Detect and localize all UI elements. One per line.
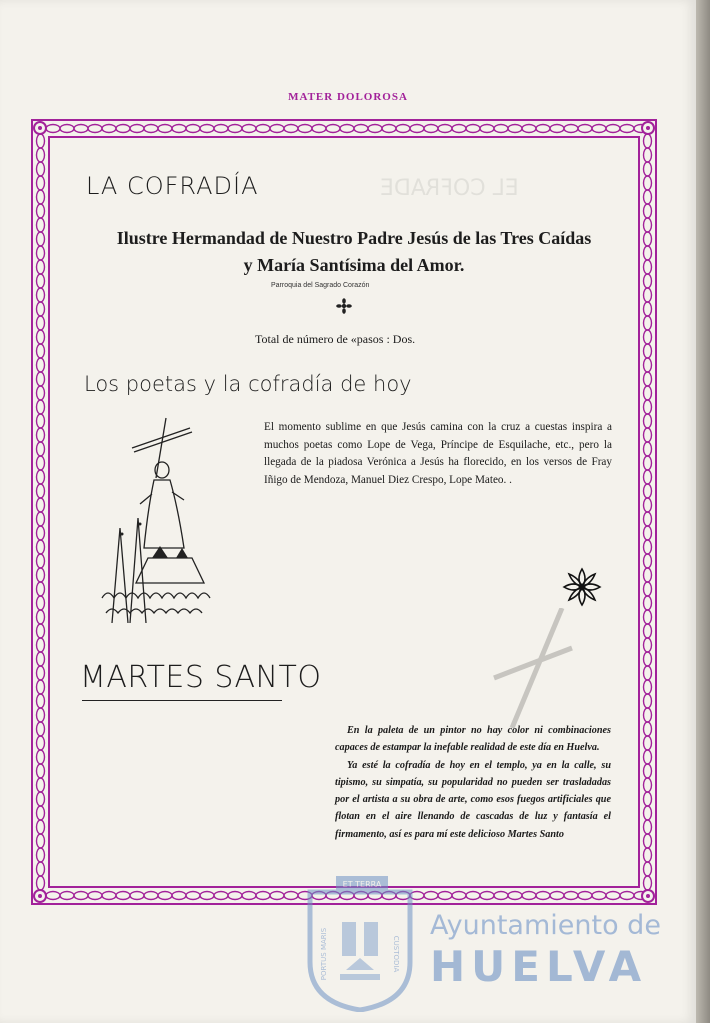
brotherhood-name-line1: Ilustre Hermandad de Nuestro Padre Jesús de las Tres Caídas (116, 228, 592, 248)
section-heading-martes-santo: MARTES SANTO (80, 660, 322, 695)
brotherhood-name (76, 225, 632, 279)
procession-illustration (92, 408, 222, 629)
flower-ornament-icon (560, 565, 604, 614)
parish-caption: Parroquia del Sagrado Corazón (271, 282, 370, 289)
quote-paragraph-2: Ya esté la cofradía de hoy en el templo, ya en la calle, su tipismo, su simpatía, su popularidad no pueden ser trasladadas por el artista a su obra de arte, como esos fuegos artificiales que flotan en el aire llenando de cascadas de luz y fantasía el firmamento, así es para mí este delicioso Martes Santo (335, 759, 611, 840)
running-head: MATER DOLOROSA (288, 91, 408, 103)
poetas-paragraph: El momento sublime en que Jesús camina con la cruz a cuestas inspira a muchos poetas como Lope de Vega, Príncipe de Esquilache, etc., pero la llegada de la piadosa Verónica a Jesús ha florecido, en los versos de Fray Iñigo de Mendoza, Manuel Diez Crespo, Lope Mateo. . (264, 421, 612, 486)
seal-right-motto: CUSTODIA (392, 935, 400, 973)
seal-banner: ET TERRA (342, 880, 382, 889)
watermark-line2: HUELVA (430, 942, 648, 991)
martes-santo-quote (335, 722, 611, 843)
heading-underline (82, 700, 282, 701)
asterism-ornament-icon (336, 298, 352, 319)
seal-left-motto: PORTUS MARIS (320, 927, 328, 981)
watermark-line1: Ayuntamiento de (430, 910, 661, 941)
section-heading-poetas: Los poetas y la cofradía de hoy (84, 372, 412, 396)
brotherhood-name-line2: y María Santísima del Amor. (243, 255, 465, 275)
quote-paragraph-1: En la paleta de un pintor no hay color ni combinaciones capaces de estampar la inefable realidad de este día en Huelva. (335, 725, 611, 754)
bleed-through-crucifix (492, 608, 602, 733)
section-heading-cofradia: LA COFRADÍA (86, 172, 259, 200)
total-pasos: Total de número de «pasos : Dos. (255, 332, 416, 346)
bleed-through-heading: EL COFRADE (380, 176, 519, 201)
ayuntamiento-seal-watermark (296, 862, 424, 1017)
page-gutter (696, 0, 710, 1023)
